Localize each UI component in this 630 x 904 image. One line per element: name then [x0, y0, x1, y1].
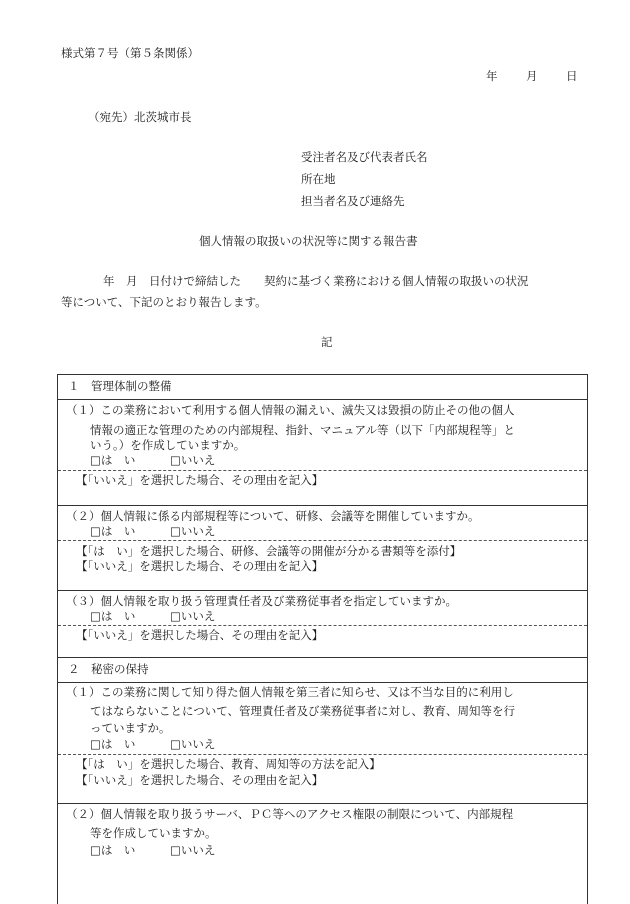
divider — [58, 803, 587, 804]
s2-q1-line-2: てはならないことについて、管理責任者及び業務従事者に対し、教育、周知等を行 — [90, 704, 516, 718]
report-date — [486, 71, 578, 85]
s1-q1-line-3: いう。）を作成していますか。 — [90, 438, 246, 452]
divider — [58, 399, 587, 400]
s1-q2-no-checkbox[interactable]: □いいえ — [170, 524, 216, 538]
report-table — [57, 374, 588, 904]
form-number: 様式第７号（第５条関係） — [61, 46, 199, 60]
s1-q3-line-1: （３）個人情報を取り扱う管理責任者及び業務従事者を指定していますか。 — [66, 594, 457, 608]
dashed-divider — [58, 754, 587, 755]
s1-q1-line-2: 情報の適正な管理のための内部規程、指針、マニュアル等（以下「内部規程等」と — [90, 423, 516, 437]
s1-q3-note-no: 【「いいえ」を選択した場合、その理由を記入】 — [76, 628, 324, 642]
s2-q1-yes-checkbox[interactable]: □は い — [90, 737, 136, 751]
s1-q1-note-no: 【「いいえ」を選択した場合、その理由を記入】 — [76, 473, 324, 487]
dashed-divider — [58, 470, 587, 471]
divider — [58, 657, 587, 658]
date-month-label: 月 — [526, 69, 538, 83]
ki-heading: 記 — [321, 335, 333, 349]
s1-q2-yes-checkbox[interactable]: □は い — [90, 524, 136, 538]
contractor-contact-label: 担当者名及び連絡先 — [301, 194, 405, 208]
divider — [58, 505, 587, 506]
intro-line-2: 等について、下記のとおり報告します。 — [61, 295, 267, 309]
s1-q1-no-checkbox[interactable]: □いいえ — [170, 453, 216, 467]
s1-q2-note-yes: 【「は い」を選択した場合、研修、会議等の開催が分かる書類等を添付】 — [76, 544, 462, 558]
s2-q1-note-no: 【「いいえ」を選択した場合、その理由を記入】 — [76, 773, 324, 787]
s2-q2-yes-checkbox[interactable]: □は い — [90, 843, 136, 857]
date-day-label: 日 — [566, 69, 578, 83]
contractor-name-label: 受注者名及び代表者氏名 — [301, 150, 428, 164]
s1-q1-yes-checkbox[interactable]: □は い — [90, 453, 136, 467]
s1-q2-note-no: 【「いいえ」を選択した場合、その理由を記入】 — [76, 559, 324, 573]
s2-q2-line-1: （２）個人情報を取り扱うサーバ、ＰＣ等へのアクセス権限の制限について、内部規程 — [66, 807, 514, 821]
addressee: （宛先）北茨城市長 — [88, 110, 192, 124]
s1-q3-no-checkbox[interactable]: □いいえ — [170, 609, 216, 623]
s2-q2-line-2: 等を作成していますか。 — [90, 826, 217, 840]
s1-q1-line-1: （１）この業務において利用する個人情報の漏えい、滅失又は毀損の防止その他の個人 — [66, 403, 515, 417]
contractor-address-label: 所在地 — [301, 172, 336, 186]
s2-q1-line-3: っていますか。 — [90, 721, 171, 735]
divider — [58, 590, 587, 591]
intro-line-1: 年 月 日付けで締結した 契約に基づく業務における個人情報の取扱いの状況 — [103, 274, 529, 288]
date-year-label: 年 — [486, 69, 498, 83]
s2-q1-line-1: （１）この業務に関して知り得た個人情報を第三者に知らせ、又は不当な目的に利用し — [66, 685, 514, 699]
divider — [58, 682, 587, 683]
dashed-divider — [58, 625, 587, 626]
s2-q1-note-yes: 【「は い」を選択した場合、教育、周知等の方法を記入】 — [76, 757, 381, 771]
s2-q1-no-checkbox[interactable]: □いいえ — [170, 737, 216, 751]
section-2-heading: ２ 秘密の保持 — [68, 662, 149, 676]
s1-q2-line-1: （２）個人情報に係る内部規程等について、研修、会議等を開催していますか。 — [66, 509, 480, 523]
document-title: 個人情報の取扱いの状況等に関する報告書 — [199, 234, 418, 248]
section-1-heading: １ 管理体制の整備 — [68, 379, 172, 393]
s2-q2-no-checkbox[interactable]: □いいえ — [170, 843, 216, 857]
s1-q3-yes-checkbox[interactable]: □は い — [90, 609, 136, 623]
dashed-divider — [58, 540, 587, 541]
